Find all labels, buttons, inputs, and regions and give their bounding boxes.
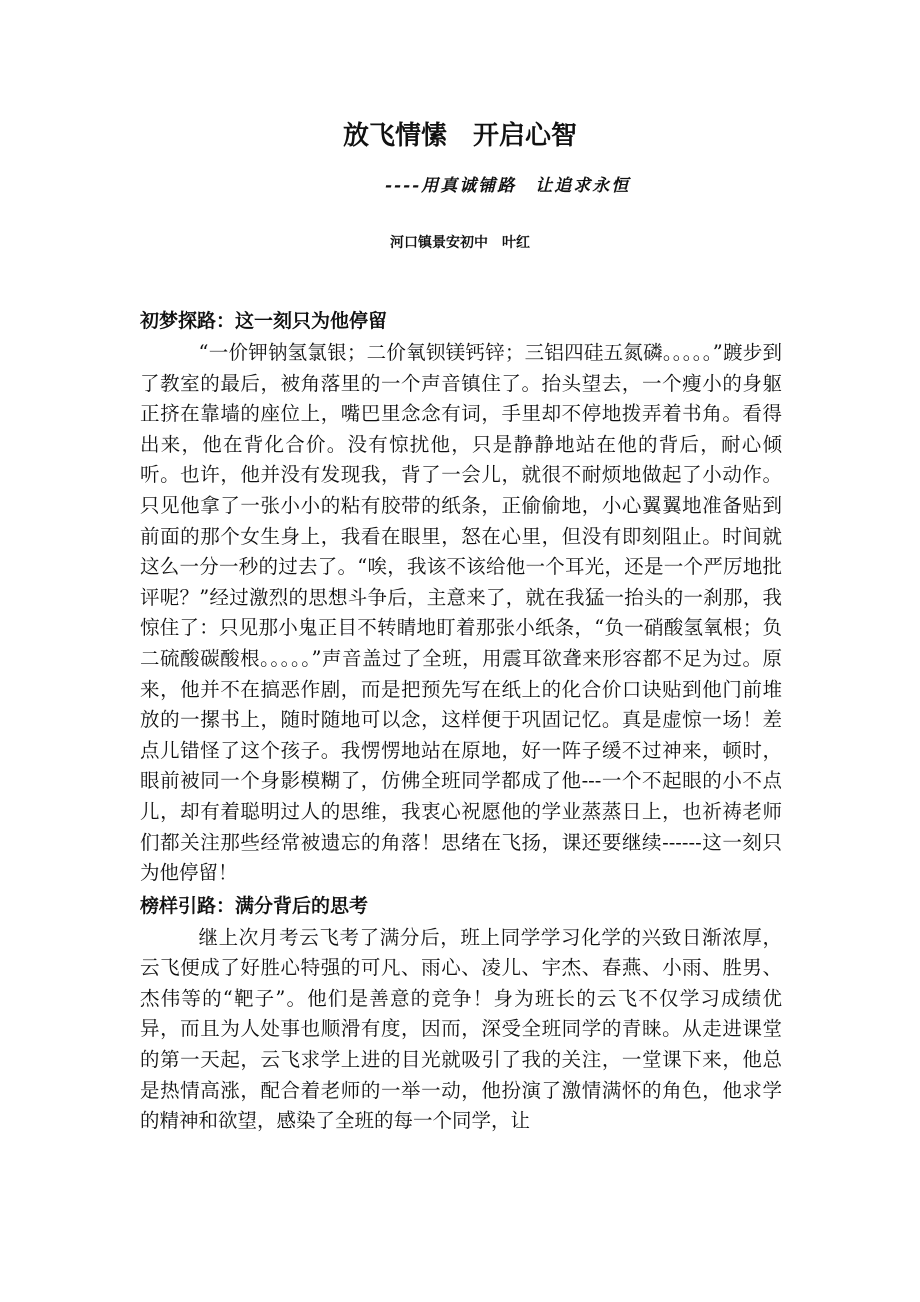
- section-heading-1: 初梦探路：这一刻只为他停留: [140, 310, 388, 332]
- section-paragraph-2: 继上次月考云飞考了满分后，班上同学学习化学的兴致日渐浓厚，云飞便成了好胜心特强的可凡、雨心、凌儿、宇杰、春燕、小雨、胜男、杰伟等的“靶子”。他们是善意的竞争！身为班长的云飞不仅学习成绩优异，而且为人处事也顺滑有度，因而，深受全班同学的青睐。从走进课堂的第一天起，云飞求学上进的目光就吸引了我的关注，一堂课下来，他总是热情高涨，配合着老师的一举一动，他扮演了激情满怀的角色，他求学的精神和欲望，感染了全班的每一个同学，让: [140, 925, 782, 1133]
- article-body: [140, 304, 782, 1137]
- author-line: 河口镇景安初中 叶红: [390, 235, 530, 251]
- section-heading-2: 榜样引路：满分背后的思考: [140, 894, 369, 917]
- section-paragraph-1: “一价钾钠氢氯银；二价氧钡镁钙锌；三铝四硅五氮磷。。。。。”踱步到了教室的最后，被角落里的一个声音镇住了。抬头望去，一个瘦小的身躯正挤在靠墙的座位上，嘴巴里念念有词，手里却不停地拨弄着书角。看得出来，他在背化合价。没有惊扰他，只是静静地站在他的背后，耐心倾听。也许，他并没有发现我，背了一会儿，就很不耐烦地做起了小动作。只见他拿了一张小小的粘有胶带的纸条，正偷偷地，小心翼翼地准备贴到前面的那个女生身上，我看在眼里，怒在心里，但没有即刻阻止。时间就这么一分一秒的过去了。“唉，我该不该给他一个耳光，还是一个严厉地批评呢？”经过激烈的思想斗争后，主意来了，就在我猛一抬头的一刹那，我惊住了：只见那小鬼正目不转睛地盯着那张小纸条，“负一硝酸氢氧根；负二硫酸碳酸根。。。。。”声音盖过了全班，用震耳欲聋来形容都不足为过。原来，他并不在搞恶作剧，而是把预先写在纸上的化合价口诀贴到他门前堆放的一摞书上，随时随地可以念，这样便于巩固记忆。真是虚惊一场！差点儿错怪了这个孩子。我愣愣地站在原地，好一阵子缓不过神来，顿时，眼前被同一个身影模糊了，仿佛全班同学都成了他---一个不起眼的小不点儿，却有着聪明过人的思维，我衷心祝愿他的学业蒸蒸日上，也祈祷老师们都关注那些经常被遗忘的角落！思绪在飞扬，课还要继续------这一刻只为他停留！: [140, 341, 782, 885]
- document-title: 放飞情愫 开启心智: [342, 121, 577, 151]
- document-subtitle: ----用真诚铺路 让追求永恒: [385, 176, 631, 196]
